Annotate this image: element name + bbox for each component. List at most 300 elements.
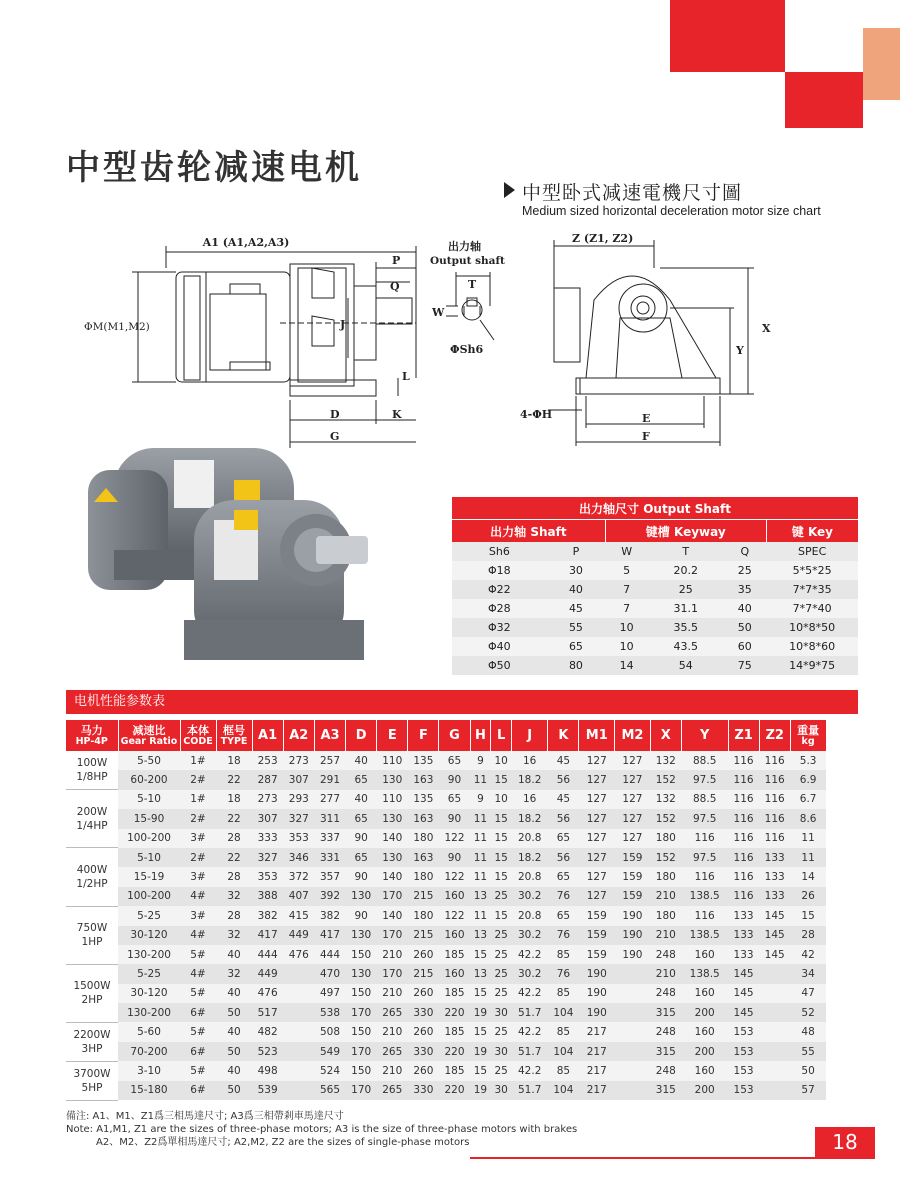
table-cell bbox=[759, 1022, 790, 1041]
table-cell bbox=[759, 964, 790, 983]
table-cell: 116 bbox=[759, 790, 790, 809]
table-cell: 20.2 bbox=[648, 561, 723, 580]
table-cell: 291 bbox=[314, 770, 345, 789]
table-row bbox=[452, 618, 858, 637]
table-cell: 90 bbox=[346, 867, 377, 886]
output-shaft-column-header: T bbox=[648, 542, 723, 561]
table-cell: 16 bbox=[512, 790, 548, 809]
dim-p-label: P bbox=[392, 254, 401, 267]
table-cell: 19 bbox=[470, 1081, 491, 1100]
table-cell: 180 bbox=[408, 906, 439, 925]
table-cell: 180 bbox=[408, 829, 439, 848]
table-cell: 163 bbox=[408, 809, 439, 828]
table-cell: 153 bbox=[728, 1022, 759, 1041]
table-cell bbox=[759, 1081, 790, 1100]
table-cell: 11 bbox=[470, 829, 491, 848]
table-cell: 6# bbox=[180, 1042, 216, 1061]
table-cell: 30.2 bbox=[512, 964, 548, 983]
table-cell: 80 bbox=[547, 656, 606, 675]
table-cell: 127 bbox=[615, 829, 651, 848]
dim-l-label: L bbox=[402, 370, 410, 383]
table-cell: 11 bbox=[470, 848, 491, 867]
table-cell: 150 bbox=[346, 1061, 377, 1080]
table-cell: 25 bbox=[491, 945, 512, 964]
dim-x-label: X bbox=[762, 322, 771, 335]
table-cell: 210 bbox=[377, 984, 408, 1003]
table-cell: 25 bbox=[648, 580, 723, 599]
table-cell: 382 bbox=[252, 906, 283, 925]
table-cell: 248 bbox=[650, 1022, 681, 1041]
table-cell: 11 bbox=[470, 809, 491, 828]
performance-column-header: X bbox=[650, 720, 681, 751]
table-cell: 200 bbox=[681, 1042, 728, 1061]
table-cell: 170 bbox=[377, 964, 408, 983]
table-cell: 22 bbox=[216, 848, 252, 867]
table-cell: 5# bbox=[180, 1022, 216, 1041]
table-cell: 215 bbox=[408, 964, 439, 983]
dim-f-label: F bbox=[642, 430, 650, 443]
table-cell: 130 bbox=[377, 848, 408, 867]
table-cell: 16 bbox=[512, 751, 548, 770]
table-cell: 145 bbox=[728, 1003, 759, 1022]
horsepower-cell: 750W 1HP bbox=[66, 906, 118, 964]
table-cell: 315 bbox=[650, 1042, 681, 1061]
table-cell bbox=[615, 1081, 651, 1100]
table-cell: 145 bbox=[759, 945, 790, 964]
table-cell: 3# bbox=[180, 906, 216, 925]
table-cell: 11 bbox=[470, 770, 491, 789]
table-cell: 15 bbox=[491, 906, 512, 925]
table-cell: 160 bbox=[681, 945, 728, 964]
table-cell: 210 bbox=[650, 887, 681, 906]
table-cell: 75 bbox=[723, 656, 766, 675]
table-cell bbox=[615, 1042, 651, 1061]
table-cell: 42.2 bbox=[512, 1022, 548, 1041]
table-cell: 327 bbox=[283, 809, 314, 828]
table-cell: 133 bbox=[728, 945, 759, 964]
table-cell: 11 bbox=[790, 848, 826, 867]
table-cell: 217 bbox=[579, 1061, 615, 1080]
table-cell: Φ32 bbox=[452, 618, 547, 637]
table-cell bbox=[283, 1081, 314, 1100]
table-cell: 15 bbox=[491, 809, 512, 828]
performance-column-header: Z1 bbox=[728, 720, 759, 751]
table-cell: 15 bbox=[491, 848, 512, 867]
table-cell: 7*7*35 bbox=[766, 580, 858, 599]
table-cell: 140 bbox=[377, 906, 408, 925]
table-cell bbox=[615, 1061, 651, 1080]
table-cell: 180 bbox=[650, 867, 681, 886]
table-cell: 90 bbox=[439, 770, 470, 789]
table-row bbox=[66, 1003, 858, 1022]
output-shaft-column-header: Q bbox=[723, 542, 766, 561]
table-cell: 76 bbox=[548, 887, 579, 906]
table-cell: 382 bbox=[314, 906, 345, 925]
table-cell: 28 bbox=[216, 829, 252, 848]
decor-red-block-2 bbox=[785, 72, 863, 128]
table-cell: 25 bbox=[491, 1022, 512, 1041]
table-row bbox=[66, 1022, 858, 1041]
table-cell: 60-200 bbox=[118, 770, 180, 789]
table-cell: 65 bbox=[346, 809, 377, 828]
table-cell: 565 bbox=[314, 1081, 345, 1100]
table-cell: 116 bbox=[728, 848, 759, 867]
table-row bbox=[66, 790, 858, 809]
table-cell: 85 bbox=[548, 1022, 579, 1041]
table-row bbox=[66, 751, 858, 770]
table-cell: 248 bbox=[650, 1061, 681, 1080]
table-cell: 159 bbox=[579, 906, 615, 925]
table-cell: 65 bbox=[439, 790, 470, 809]
table-cell: 15 bbox=[491, 770, 512, 789]
table-cell: 133 bbox=[759, 848, 790, 867]
table-cell: 160 bbox=[439, 926, 470, 945]
table-cell: 30.2 bbox=[512, 926, 548, 945]
table-cell: 1# bbox=[180, 790, 216, 809]
table-cell: 150 bbox=[346, 1022, 377, 1041]
table-row bbox=[66, 770, 858, 789]
dim-h-label: 4-ΦH bbox=[520, 408, 553, 421]
table-cell: 28 bbox=[216, 867, 252, 886]
table-cell: 18.2 bbox=[512, 770, 548, 789]
table-cell: 104 bbox=[548, 1081, 579, 1100]
table-row bbox=[452, 599, 858, 618]
table-cell: 5-25 bbox=[118, 964, 180, 983]
performance-table bbox=[66, 720, 858, 1101]
table-cell: 18 bbox=[216, 790, 252, 809]
chart-subtitle-en: Medium sized horizontal deceleration motor size chart bbox=[522, 204, 821, 218]
table-cell: 11 bbox=[790, 829, 826, 848]
table-cell: 51.7 bbox=[512, 1042, 548, 1061]
table-cell: 330 bbox=[408, 1042, 439, 1061]
table-cell: 127 bbox=[579, 770, 615, 789]
table-cell: 51.7 bbox=[512, 1081, 548, 1100]
table-cell: 152 bbox=[650, 848, 681, 867]
table-cell: 5*5*25 bbox=[766, 561, 858, 580]
table-cell: 9 bbox=[470, 751, 491, 770]
table-cell: 127 bbox=[579, 790, 615, 809]
table-cell: Φ28 bbox=[452, 599, 547, 618]
table-cell: 6# bbox=[180, 1003, 216, 1022]
table-row bbox=[66, 1061, 858, 1080]
horsepower-cell: 200W 1/4HP bbox=[66, 790, 118, 848]
table-cell: 122 bbox=[439, 867, 470, 886]
performance-column-header: 减速比 Gear Ratio bbox=[118, 720, 180, 751]
table-cell: 54 bbox=[648, 656, 723, 675]
table-cell: 32 bbox=[216, 887, 252, 906]
table-cell: 140 bbox=[377, 867, 408, 886]
table-cell: 6# bbox=[180, 1081, 216, 1100]
table-cell: 51.7 bbox=[512, 1003, 548, 1022]
table-cell: 22 bbox=[216, 770, 252, 789]
table-cell: 153 bbox=[728, 1061, 759, 1080]
table-cell: 210 bbox=[377, 1022, 408, 1041]
table-cell: 122 bbox=[439, 829, 470, 848]
horsepower-cell: 400W 1/2HP bbox=[66, 848, 118, 906]
table-cell: 9 bbox=[470, 790, 491, 809]
performance-column-header: A3 bbox=[314, 720, 345, 751]
performance-table-title: 电机性能参数表 bbox=[66, 690, 858, 714]
table-cell: 40 bbox=[346, 751, 377, 770]
table-cell: 40 bbox=[216, 984, 252, 1003]
table-cell: 415 bbox=[283, 906, 314, 925]
table-cell: 90 bbox=[439, 848, 470, 867]
performance-column-header: A1 bbox=[252, 720, 283, 751]
table-cell: 15 bbox=[790, 906, 826, 925]
table-row bbox=[66, 848, 858, 867]
table-cell: 25 bbox=[491, 887, 512, 906]
table-cell: 56 bbox=[548, 770, 579, 789]
table-cell: 116 bbox=[759, 770, 790, 789]
note-line-1: 備注: A1、M1、Z1爲三相馬達尺寸; A3爲三相帶剎車馬達尺寸 bbox=[66, 1111, 344, 1122]
key-group-header: 键 Key bbox=[766, 520, 858, 543]
horsepower-cell: 1500W 2HP bbox=[66, 964, 118, 1022]
dim-q-label: Q bbox=[390, 280, 400, 293]
performance-column-header: F bbox=[408, 720, 439, 751]
output-shaft-column-header: P bbox=[547, 542, 606, 561]
table-cell: 407 bbox=[283, 887, 314, 906]
output-shaft-column-header: Sh6 bbox=[452, 542, 547, 561]
table-cell: 15-180 bbox=[118, 1081, 180, 1100]
horsepower-cell: 3700W 5HP bbox=[66, 1061, 118, 1100]
table-cell: 57 bbox=[790, 1081, 826, 1100]
table-cell: 30.2 bbox=[512, 887, 548, 906]
table-cell: 217 bbox=[579, 1042, 615, 1061]
dim-a1-label: A1 (A1,A2,A3) bbox=[202, 236, 290, 249]
table-cell: 353 bbox=[283, 829, 314, 848]
table-cell: 185 bbox=[439, 1022, 470, 1041]
performance-column-header: Z2 bbox=[759, 720, 790, 751]
table-cell: 15 bbox=[470, 1061, 491, 1080]
output-shaft-column-header: W bbox=[605, 542, 648, 561]
table-cell: 5# bbox=[180, 1061, 216, 1080]
table-cell: 97.5 bbox=[681, 770, 728, 789]
table-cell: 260 bbox=[408, 945, 439, 964]
table-cell: 265 bbox=[377, 1081, 408, 1100]
performance-column-header: H bbox=[470, 720, 491, 751]
table-cell: 26 bbox=[790, 887, 826, 906]
table-cell: 346 bbox=[283, 848, 314, 867]
table-cell: 331 bbox=[314, 848, 345, 867]
table-cell: 52 bbox=[790, 1003, 826, 1022]
table-cell: 260 bbox=[408, 1061, 439, 1080]
table-cell: 508 bbox=[314, 1022, 345, 1041]
table-cell: 25 bbox=[491, 926, 512, 945]
table-cell: 4# bbox=[180, 926, 216, 945]
table-cell: 127 bbox=[579, 867, 615, 886]
table-cell: 388 bbox=[252, 887, 283, 906]
table-cell bbox=[283, 1003, 314, 1022]
performance-column-header: 框号 TYPE bbox=[216, 720, 252, 751]
table-cell: 5# bbox=[180, 945, 216, 964]
table-cell: 10*8*60 bbox=[766, 637, 858, 656]
table-cell: 185 bbox=[439, 984, 470, 1003]
table-cell bbox=[615, 1003, 651, 1022]
table-cell: 60 bbox=[723, 637, 766, 656]
table-cell: 159 bbox=[579, 926, 615, 945]
table-cell: 88.5 bbox=[681, 790, 728, 809]
table-cell: 20.8 bbox=[512, 867, 548, 886]
table-cell: 127 bbox=[615, 809, 651, 828]
table-cell: 13 bbox=[470, 887, 491, 906]
table-cell: 152 bbox=[650, 770, 681, 789]
table-cell: 135 bbox=[408, 751, 439, 770]
table-cell: 50 bbox=[723, 618, 766, 637]
table-cell: 127 bbox=[579, 809, 615, 828]
table-cell: 19 bbox=[470, 1042, 491, 1061]
table-cell: 25 bbox=[723, 561, 766, 580]
table-cell: 40 bbox=[216, 945, 252, 964]
table-cell: 13 bbox=[470, 964, 491, 983]
table-cell: 372 bbox=[283, 867, 314, 886]
table-cell: 160 bbox=[439, 887, 470, 906]
table-cell: 50 bbox=[216, 1081, 252, 1100]
table-cell: 15-90 bbox=[118, 809, 180, 828]
table-row bbox=[66, 1081, 858, 1100]
footer-divider bbox=[470, 1157, 875, 1159]
performance-column-header: L bbox=[491, 720, 512, 751]
table-cell bbox=[615, 984, 651, 1003]
performance-column-header: 本体 CODE bbox=[180, 720, 216, 751]
front-view-drawing bbox=[520, 228, 780, 450]
dim-g-label: G bbox=[330, 430, 340, 443]
table-cell: 25 bbox=[491, 964, 512, 983]
table-cell: 257 bbox=[314, 751, 345, 770]
chart-subtitle-cn: 中型卧式减速電機尺寸圖 bbox=[522, 182, 743, 204]
table-cell: 311 bbox=[314, 809, 345, 828]
table-cell: 130 bbox=[346, 887, 377, 906]
table-cell: 133 bbox=[759, 867, 790, 886]
table-cell: 25 bbox=[491, 1061, 512, 1080]
table-cell: 273 bbox=[252, 790, 283, 809]
table-cell: 11 bbox=[470, 906, 491, 925]
table-cell: 116 bbox=[728, 770, 759, 789]
table-cell: 160 bbox=[681, 984, 728, 1003]
table-cell: 110 bbox=[377, 751, 408, 770]
table-cell: 127 bbox=[615, 790, 651, 809]
table-cell: 10 bbox=[605, 637, 648, 656]
horsepower-cell: 2200W 3HP bbox=[66, 1022, 118, 1061]
table-cell: 140 bbox=[377, 829, 408, 848]
table-cell: 97.5 bbox=[681, 848, 728, 867]
table-row bbox=[66, 1042, 858, 1061]
table-cell: Φ18 bbox=[452, 561, 547, 580]
table-cell: 293 bbox=[283, 790, 314, 809]
table-cell: 10 bbox=[491, 751, 512, 770]
table-cell: 180 bbox=[650, 829, 681, 848]
table-cell: 15-19 bbox=[118, 867, 180, 886]
table-cell bbox=[615, 1022, 651, 1041]
table-cell: 31.1 bbox=[648, 599, 723, 618]
note-line-2: Note: A1,M1, Z1 are the sizes of three-phase motors; A3 is the size of three-phase motors with brakes bbox=[66, 1124, 578, 1135]
performance-column-header: Y bbox=[681, 720, 728, 751]
table-cell: 45 bbox=[548, 790, 579, 809]
table-cell: 40 bbox=[216, 1061, 252, 1080]
table-cell: 10 bbox=[605, 618, 648, 637]
table-cell: 170 bbox=[377, 926, 408, 945]
table-cell: 48 bbox=[790, 1022, 826, 1041]
table-cell: 116 bbox=[759, 809, 790, 828]
table-cell: 4# bbox=[180, 964, 216, 983]
table-cell: 315 bbox=[650, 1081, 681, 1100]
table-cell: 56 bbox=[548, 848, 579, 867]
table-cell: 65 bbox=[547, 637, 606, 656]
table-cell: 539 bbox=[252, 1081, 283, 1100]
table-cell: 5-50 bbox=[118, 751, 180, 770]
table-cell: 25 bbox=[491, 984, 512, 1003]
table-cell: 88.5 bbox=[681, 751, 728, 770]
table-cell: 132 bbox=[650, 790, 681, 809]
table-cell: 40 bbox=[216, 1022, 252, 1041]
table-cell: 260 bbox=[408, 984, 439, 1003]
table-cell: Φ50 bbox=[452, 656, 547, 675]
table-cell: 85 bbox=[548, 945, 579, 964]
table-cell: 116 bbox=[728, 867, 759, 886]
table-cell: 65 bbox=[548, 867, 579, 886]
table-cell: 482 bbox=[252, 1022, 283, 1041]
table-cell: 34 bbox=[790, 964, 826, 983]
table-cell: 30 bbox=[547, 561, 606, 580]
table-cell: 150 bbox=[346, 945, 377, 964]
table-cell: 104 bbox=[548, 1042, 579, 1061]
table-cell: 70-200 bbox=[118, 1042, 180, 1061]
table-cell: 5-60 bbox=[118, 1022, 180, 1041]
table-row bbox=[66, 984, 858, 1003]
table-cell: 1# bbox=[180, 751, 216, 770]
table-cell: 76 bbox=[548, 964, 579, 983]
table-cell: 35 bbox=[723, 580, 766, 599]
table-cell: 5-25 bbox=[118, 906, 180, 925]
table-cell: 333 bbox=[252, 829, 283, 848]
table-cell: 307 bbox=[252, 809, 283, 828]
table-cell: 200 bbox=[681, 1081, 728, 1100]
table-cell: 90 bbox=[346, 829, 377, 848]
table-cell: 85 bbox=[548, 984, 579, 1003]
table-cell: 170 bbox=[346, 1081, 377, 1100]
table-cell: 2# bbox=[180, 809, 216, 828]
table-cell: 6.9 bbox=[790, 770, 826, 789]
table-cell: 265 bbox=[377, 1042, 408, 1061]
dim-m-label: ΦM(M1,M2) bbox=[84, 321, 150, 333]
table-cell: 265 bbox=[377, 1003, 408, 1022]
table-cell: 5.3 bbox=[790, 751, 826, 770]
table-cell: 160 bbox=[439, 964, 470, 983]
table-cell: 7 bbox=[605, 580, 648, 599]
table-cell: 330 bbox=[408, 1081, 439, 1100]
performance-column-header: G bbox=[439, 720, 470, 751]
table-cell bbox=[759, 1003, 790, 1022]
table-cell: 42.2 bbox=[512, 945, 548, 964]
table-cell: 110 bbox=[377, 790, 408, 809]
table-cell: 330 bbox=[408, 1003, 439, 1022]
table-row bbox=[66, 887, 858, 906]
table-cell: 45 bbox=[547, 599, 606, 618]
table-cell: 133 bbox=[759, 887, 790, 906]
table-cell: 19 bbox=[470, 1003, 491, 1022]
performance-column-header: E bbox=[377, 720, 408, 751]
table-cell: 90 bbox=[439, 809, 470, 828]
table-cell: 145 bbox=[759, 926, 790, 945]
table-cell: 3# bbox=[180, 829, 216, 848]
notes bbox=[66, 1110, 666, 1149]
table-cell: 449 bbox=[252, 964, 283, 983]
table-cell: 5-10 bbox=[118, 790, 180, 809]
table-cell: 13 bbox=[470, 926, 491, 945]
table-cell: 353 bbox=[252, 867, 283, 886]
table-cell: 190 bbox=[579, 1003, 615, 1022]
table-cell: Φ40 bbox=[452, 637, 547, 656]
table-cell: 6.7 bbox=[790, 790, 826, 809]
